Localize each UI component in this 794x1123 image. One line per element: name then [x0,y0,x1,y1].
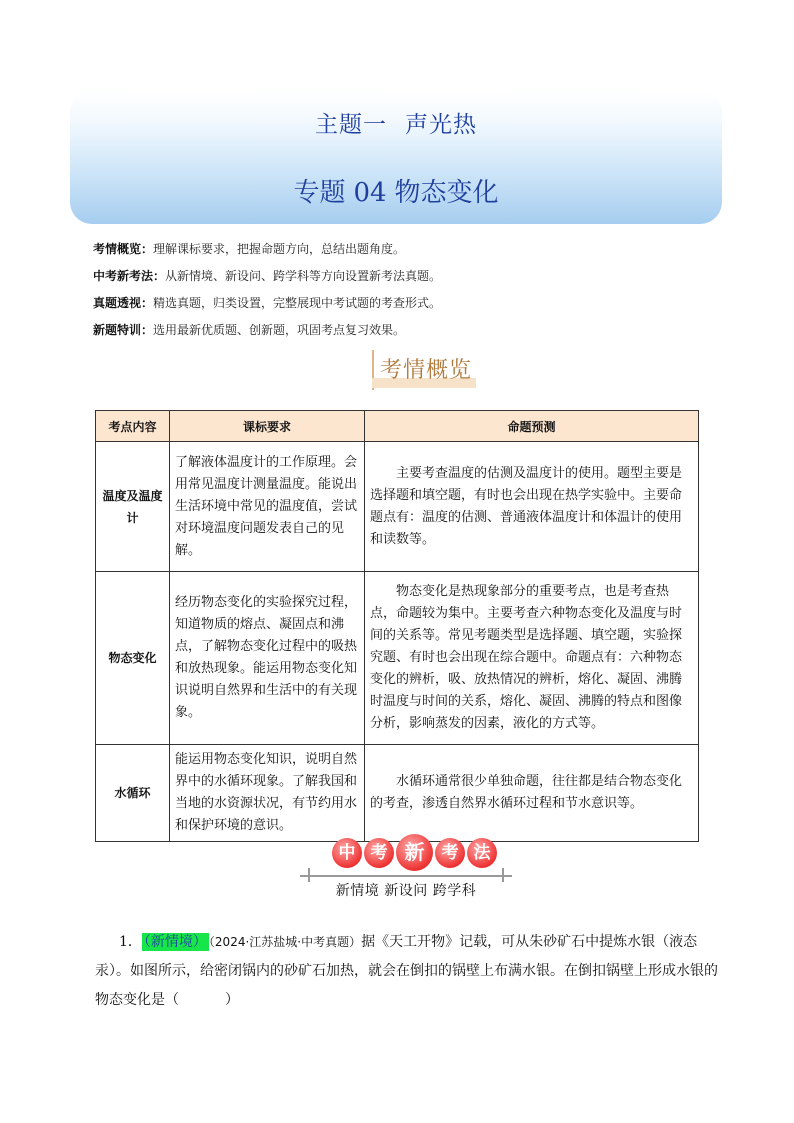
intro-line: 真题透视：精选真题，归类设置，完整展现中考试题的考查形式。 [93,296,442,310]
title-banner [70,90,722,224]
column-header: 考点内容 [96,411,170,442]
chapter-number: 04 [353,178,387,208]
chapter-name: 物态变化 [394,178,499,208]
topic-cell: 水循环 [96,745,170,842]
requirement-cell: 能运用物态变化知识，说明自然界中的水循环现象。了解我国和当地的水资源状况，有节约用水和保护环境的意识。 [170,745,365,842]
new-method-label [300,836,512,902]
prediction-cell: 水循环通常很少单独命题，往往都是结合物态变化的考查，渗透自然界水循环过程和节水意识等。 [365,745,699,842]
topic-cell: 温度及温度计 [96,442,170,572]
title-circle: 考 [364,838,394,868]
column-header: 课标要求 [170,411,365,442]
intro-list [93,236,441,344]
question-number: 1． [119,934,142,950]
table-header-row [96,411,699,442]
overview-table [95,410,699,842]
question-tag: （新情境） [143,934,207,950]
intro-line: 新题特训：选用最新优质题、创新题，巩固考点复习效果。 [93,323,406,337]
title-circle: 考 [435,838,465,868]
question-source: （2024·江苏盐城·中考真题） [208,935,362,949]
title-circle: 法 [467,838,497,868]
topic-name: 声光热 [405,112,477,138]
section-label-text: 考情概览 [380,358,473,383]
prediction-cell: 物态变化是热现象部分的重要考点，也是考查热点，命题较为集中。主要考查六种物态变化及温度与时间的关系等。常见考题类型是选择题、填空题，实验探究题、有时也会出现在综合题中。命题点有：六种物态变化的辨析，吸、放热情况的辨析，熔化、凝固、沸腾时温度与时间的关系，熔化、凝固、沸腾的特点和图像分析，影响蒸发的因素，液化的方式等。 [365,572,699,745]
title-circle: 中 [332,838,362,868]
table-row [96,572,699,745]
divider [300,875,512,877]
topic-cell: 物态变化 [96,572,170,745]
title-circle: 新 [396,834,433,871]
intro-line: 考情概览：理解课标要求，把握命题方向，总结出题角度。 [93,242,406,256]
question-text: 据《天工开物》记载，可从朱砂矿石中提炼水银（液态汞）。如图所示，给密闭锅内的砂矿石加热，就会在倒扣的锅壁上布满水银。在倒扣锅壁上形成水银的物态变化是（ [95,934,718,1008]
new-method-subtitle: 新情境 新设问 跨学科 [335,883,477,899]
requirement-cell: 经历物态变化的实验探究过程，知道物质的熔点、凝固点和沸点，了解物态变化过程中的吸热和放热现象。能运用物态变化知识说明自然界和生活中的有关现象。 [170,572,365,745]
chapter-prefix: 专题 [293,178,346,208]
section-label [372,350,480,390]
intro-line: 中考新考法：从新情境、新设问、跨学科等方向设置新考法真题。 [93,269,442,283]
topic-number: 主题一 [315,112,387,138]
table-row [96,442,699,572]
question-1: 1． （新情境） （2024·江苏盐城·中考真题）据《天工开物》记载，可从朱砂矿石中提炼水银（液态汞）。如图所示，给密闭锅内的砂矿石加热，就会在倒扣的锅壁上布满水银。在倒扣锅壁上形成水银的物态变化是（ ） [95,934,718,1008]
table-row [96,745,699,842]
requirement-cell: 了解液体温度计的工作原理。会用常见温度计测量温度。能说出生活环境中常见的温度值，尝试对环境温度问题发表自己的见解。 [170,442,365,572]
column-header: 命题预测 [365,411,699,442]
prediction-cell: 主要考查温度的估测及温度计的使用。题型主要是选择题和填空题，有时也会出现在热学实验中。主要命题点有：温度的估测、普通液体温度计和体温计的使用和读数等。 [365,442,699,572]
topic-title [70,106,722,139]
chapter-title [70,172,722,209]
